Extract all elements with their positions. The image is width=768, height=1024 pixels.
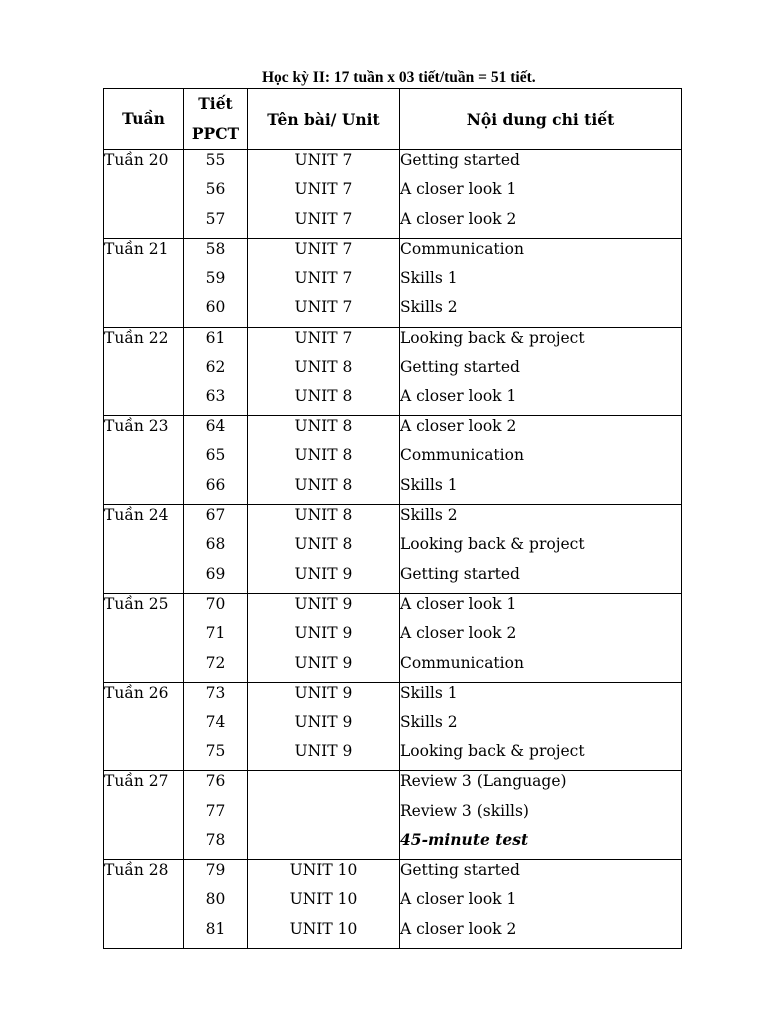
table-row (104, 238, 682, 268)
content-cell: Looking back & project (400, 741, 682, 771)
period-cell: 68 (184, 534, 248, 564)
unit-cell: UNIT 7 (248, 150, 400, 180)
table-row (104, 623, 682, 653)
period-cell: 63 (184, 386, 248, 416)
content-cell: Skills 1 (400, 682, 682, 712)
content-cell: Review 3 (skills) (400, 801, 682, 831)
content-cell: A closer look 2 (400, 623, 682, 653)
header-week: Tuần (104, 89, 184, 150)
week-cell (104, 445, 184, 475)
table-row (104, 801, 682, 831)
content-cell: Getting started (400, 860, 682, 890)
week-cell (104, 209, 184, 239)
period-cell: 80 (184, 889, 248, 919)
week-cell (104, 297, 184, 327)
table-row (104, 209, 682, 239)
week-cell (104, 386, 184, 416)
week-cell (104, 623, 184, 653)
content-cell: Review 3 (Language) (400, 771, 682, 801)
period-cell: 81 (184, 919, 248, 949)
period-cell: 79 (184, 860, 248, 890)
period-cell: 59 (184, 268, 248, 298)
unit-cell: UNIT 9 (248, 682, 400, 712)
unit-cell: UNIT 8 (248, 386, 400, 416)
period-cell: 64 (184, 416, 248, 446)
period-cell: 75 (184, 741, 248, 771)
table-row (104, 919, 682, 949)
content-cell: A closer look 2 (400, 919, 682, 949)
table-row (104, 771, 682, 801)
content-cell: Skills 2 (400, 505, 682, 535)
content-cell: A closer look 2 (400, 416, 682, 446)
period-cell: 66 (184, 475, 248, 505)
content-cell: Communication (400, 653, 682, 683)
table-row (104, 741, 682, 771)
content-cell: A closer look 1 (400, 386, 682, 416)
week-cell: Tuần 25 (104, 593, 184, 623)
week-cell (104, 889, 184, 919)
unit-cell: UNIT 7 (248, 327, 400, 357)
unit-cell: UNIT 7 (248, 238, 400, 268)
week-cell (104, 801, 184, 831)
table-row (104, 593, 682, 623)
header-period-line1: Tiết (198, 94, 233, 113)
content-cell: 45-minute test (400, 830, 682, 860)
unit-cell (248, 771, 400, 801)
period-cell: 70 (184, 593, 248, 623)
content-cell: Looking back & project (400, 327, 682, 357)
content-cell: Skills 1 (400, 268, 682, 298)
table-row (104, 150, 682, 180)
week-cell (104, 564, 184, 594)
period-cell: 71 (184, 623, 248, 653)
document-title: Học kỳ II: 17 tuần x 03 tiết/tuần = 51 tiết. (262, 69, 536, 86)
content-cell: Getting started (400, 564, 682, 594)
unit-cell: UNIT 8 (248, 445, 400, 475)
week-cell (104, 712, 184, 742)
unit-cell: UNIT 8 (248, 357, 400, 387)
unit-cell: UNIT 7 (248, 268, 400, 298)
week-cell (104, 534, 184, 564)
period-cell: 72 (184, 653, 248, 683)
header-period-line2: PPCT (191, 124, 240, 143)
unit-cell (248, 830, 400, 860)
period-cell: 78 (184, 830, 248, 860)
unit-cell: UNIT 9 (248, 623, 400, 653)
unit-cell: UNIT 8 (248, 475, 400, 505)
table-row (104, 712, 682, 742)
period-cell: 62 (184, 357, 248, 387)
week-cell: Tuần 20 (104, 150, 184, 180)
header-unit: Tên bài/ Unit (248, 89, 400, 150)
table-row (104, 445, 682, 475)
period-cell: 77 (184, 801, 248, 831)
table-row (104, 653, 682, 683)
table-body (104, 150, 682, 949)
unit-cell: UNIT 9 (248, 653, 400, 683)
week-cell (104, 475, 184, 505)
table-row (104, 416, 682, 446)
week-cell (104, 830, 184, 860)
week-cell: Tuần 28 (104, 860, 184, 890)
week-cell (104, 919, 184, 949)
table-header-row (104, 89, 682, 150)
content-cell: Skills 2 (400, 297, 682, 327)
content-cell: A closer look 1 (400, 889, 682, 919)
unit-cell: UNIT 9 (248, 564, 400, 594)
table-row (104, 327, 682, 357)
table-row (104, 505, 682, 535)
unit-cell: UNIT 7 (248, 297, 400, 327)
content-cell: Getting started (400, 150, 682, 180)
week-cell (104, 268, 184, 298)
unit-cell: UNIT 10 (248, 860, 400, 890)
week-cell: Tuần 21 (104, 238, 184, 268)
unit-cell: UNIT 9 (248, 712, 400, 742)
table-row (104, 889, 682, 919)
unit-cell: UNIT 10 (248, 889, 400, 919)
table-row (104, 268, 682, 298)
table-row (104, 357, 682, 387)
period-cell: 55 (184, 150, 248, 180)
content-cell: Communication (400, 238, 682, 268)
content-cell: A closer look 1 (400, 593, 682, 623)
period-cell: 56 (184, 179, 248, 209)
unit-cell (248, 801, 400, 831)
table-row (104, 564, 682, 594)
unit-cell: UNIT 10 (248, 919, 400, 949)
period-cell: 76 (184, 771, 248, 801)
week-cell: Tuần 23 (104, 416, 184, 446)
table-row (104, 860, 682, 890)
table-row (104, 297, 682, 327)
unit-cell: UNIT 7 (248, 209, 400, 239)
content-cell: Skills 2 (400, 712, 682, 742)
week-cell (104, 653, 184, 683)
week-cell (104, 741, 184, 771)
period-cell: 69 (184, 564, 248, 594)
period-cell: 67 (184, 505, 248, 535)
week-cell (104, 179, 184, 209)
period-cell: 74 (184, 712, 248, 742)
unit-cell: UNIT 7 (248, 179, 400, 209)
header-content: Nội dung chi tiết (400, 89, 682, 150)
table-row (104, 179, 682, 209)
content-cell: Communication (400, 445, 682, 475)
table-row (104, 475, 682, 505)
unit-cell: UNIT 8 (248, 534, 400, 564)
week-cell: Tuần 27 (104, 771, 184, 801)
period-cell: 57 (184, 209, 248, 239)
period-cell: 60 (184, 297, 248, 327)
content-cell: A closer look 2 (400, 209, 682, 239)
unit-cell: UNIT 8 (248, 505, 400, 535)
content-cell: Looking back & project (400, 534, 682, 564)
content-cell: Skills 1 (400, 475, 682, 505)
period-cell: 65 (184, 445, 248, 475)
week-cell: Tuần 22 (104, 327, 184, 357)
week-cell: Tuần 24 (104, 505, 184, 535)
table-row (104, 386, 682, 416)
table-row (104, 682, 682, 712)
table-row (104, 534, 682, 564)
lesson-plan-table (103, 88, 682, 949)
week-cell (104, 357, 184, 387)
content-cell: A closer look 1 (400, 179, 682, 209)
unit-cell: UNIT 9 (248, 741, 400, 771)
unit-cell: UNIT 8 (248, 416, 400, 446)
table-row (104, 830, 682, 860)
unit-cell: UNIT 9 (248, 593, 400, 623)
period-cell: 73 (184, 682, 248, 712)
content-cell: Getting started (400, 357, 682, 387)
week-cell: Tuần 26 (104, 682, 184, 712)
header-period (184, 89, 248, 150)
period-cell: 61 (184, 327, 248, 357)
period-cell: 58 (184, 238, 248, 268)
